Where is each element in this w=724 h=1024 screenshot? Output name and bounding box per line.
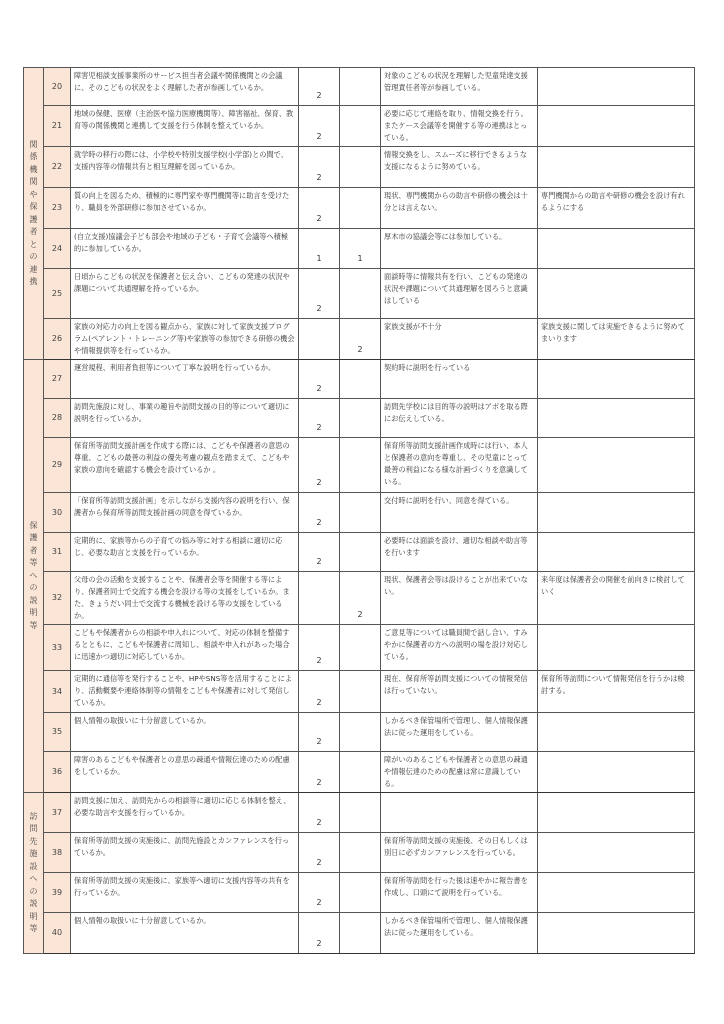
current-status-text: 必要に応じて連絡を取り、情報交換を行う。またケース会議等を開催する等の連携はとっている。 [381, 106, 538, 147]
yes-count: 2 [299, 147, 340, 188]
current-status-text: 対象のこどもの状況を理解した児童発達支援管理責任者等が参画している。 [381, 68, 538, 106]
table-row [24, 360, 695, 399]
question-text: 父母の会の活動を支援することや、保護者会等を開催する等により、保護者同士で交流する機会を設ける等の支援をしているか。また、きょうだい同士で交流する機械を設ける等の支援をしているか。 [71, 572, 299, 625]
item-number: 20 [44, 68, 71, 106]
section-category-label [24, 360, 44, 793]
question-text: 保育所等訪問支援の実施後に、家族等へ適切に支援内容等の共有を行っているか。 [71, 873, 299, 913]
improvement-text [538, 873, 695, 913]
yes-count: 2 [299, 671, 340, 713]
yes-count: 2 [299, 188, 340, 229]
question-text: 定期的に、家族等からの子育ての悩み等に対する相談に適切に応じ、必要な助言と支援を行っているか。 [71, 533, 299, 572]
no-count [340, 713, 381, 752]
current-status-text: 現状、専門機関からの助言や研修の機会は十分とは言えない。 [381, 188, 538, 229]
no-count [340, 913, 381, 954]
current-status-text: 保育所等訪問支援計画作成時には行い、本人と保護者の意向を尊重し、その児童にとって最善の利益になる様な計画づくりを意識している。 [381, 438, 538, 493]
no-count [340, 399, 381, 438]
no-count [340, 68, 381, 106]
improvement-text [538, 399, 695, 438]
yes-count: 2 [299, 752, 340, 793]
question-text: (自立支援)協議会子ども部会や地域の子ども・子育て会議等へ積極的に参加しているか。 [71, 229, 299, 269]
yes-count: 2 [299, 360, 340, 399]
improvement-text [538, 793, 695, 833]
no-count [340, 188, 381, 229]
item-number: 32 [44, 572, 71, 625]
improvement-text: 専門機関からの助言や研修の機会を設け有れるようにする [538, 188, 695, 229]
item-number: 23 [44, 188, 71, 229]
item-number: 36 [44, 752, 71, 793]
yes-count: 2 [299, 106, 340, 147]
no-count: 2 [340, 319, 381, 360]
yes-count: 2 [299, 533, 340, 572]
question-text: こどもや保護者からの相談や申入れについて、対応の体制を整備するとともに、こどもや保護者に周知し、相談や申入れがあった場合に迅速かつ適切に対応しているか。 [71, 625, 299, 671]
section-category-text: 関係機関や保護者との連携 [29, 139, 38, 286]
current-status-text: 情報交換をし、スムーズに移行できるような支援になるように努めている。 [381, 147, 538, 188]
improvement-text [538, 147, 695, 188]
item-number: 38 [44, 833, 71, 873]
question-text: 就学時の移行の際には、小学校や特別支援学校(小学部)との間で、支援内容等の情報共有と相互理解を図っているか。 [71, 147, 299, 188]
yes-count: 2 [299, 873, 340, 913]
no-count: 1 [340, 229, 381, 269]
table-row [24, 188, 695, 229]
yes-count: 2 [299, 399, 340, 438]
improvement-text [538, 833, 695, 873]
current-status-text: 交付時に説明を行い、同意を得ている。 [381, 493, 538, 533]
no-count [340, 752, 381, 793]
current-status-text: 現在、保育所等訪問支援についての情報発信は行っていない。 [381, 671, 538, 713]
question-text: 質の向上を図るため、積極的に専門家や専門機関等に助言を受けたり、職員を外部研修に参加させているか。 [71, 188, 299, 229]
no-count [340, 493, 381, 533]
no-count [340, 106, 381, 147]
no-count [340, 533, 381, 572]
table-row [24, 793, 695, 833]
section-category-text: 保護者等への説明等 [29, 520, 38, 630]
yes-count: 2 [299, 68, 340, 106]
item-number: 31 [44, 533, 71, 572]
improvement-text [538, 438, 695, 493]
current-status-text: 厚木市の協議会等には参加している。 [381, 229, 538, 269]
current-status-text: 面談時等に情報共有を行い、こどもの発達の状況や課題について共通理解を図ろうと意識はしている [381, 269, 538, 319]
question-text: 地域の保健、医療（主治医や協力医療機関等）、障害福祉、保育、教育等の関係機関と連携して支援を行う体制を整えているか。 [71, 106, 299, 147]
item-number: 37 [44, 793, 71, 833]
current-status-text: ご意見等については職員間で話し合い、すみやかに保護者の方への説明の場を設け対応している。 [381, 625, 538, 671]
improvement-text [538, 68, 695, 106]
improvement-text: 来年度は保護者会の開催を前向きに検討していく [538, 572, 695, 625]
table-row [24, 68, 695, 106]
table-row [24, 671, 695, 713]
question-text: 日頃からこどもの状況を保護者と伝え合い、こどもの発達の状況や課題について共通理解を持っているか。 [71, 269, 299, 319]
item-number: 33 [44, 625, 71, 671]
table-row [24, 873, 695, 913]
table-row [24, 625, 695, 671]
improvement-text [538, 625, 695, 671]
question-text: 「保育所等訪問支援計画」を示しながら支援内容の説明を行い、保護者から保育所等訪問支援計画の同意を得ているか。 [71, 493, 299, 533]
current-status-text: しかるべき保管場所で管理し、個人情報保護法に従った運用をしている。 [381, 913, 538, 954]
table-row [24, 493, 695, 533]
table-row [24, 319, 695, 360]
current-status-text: 現状、保護者会等は設けることが出来ていない。 [381, 572, 538, 625]
current-status-text: 家族支援が不十分 [381, 319, 538, 360]
improvement-text [538, 752, 695, 793]
evaluation-sheet [23, 67, 695, 954]
improvement-text: 家族支援に関しては実施できるように努めてまいります [538, 319, 695, 360]
yes-count [299, 319, 340, 360]
table-row [24, 833, 695, 873]
item-number: 24 [44, 229, 71, 269]
question-text: 定期的に通信等を発行することや、HPやSNS等を活用することにより、活動概要や連絡体制等の情報をこどもや保護者に対して発信しているか。 [71, 671, 299, 713]
question-text: 訪問支援に加え、訪問先からの相談等に適切に応じる体制を整え、必要な助言や支援を行っているか。 [71, 793, 299, 833]
table-row [24, 399, 695, 438]
section-category-text: 訪問先施設への説明等 [29, 811, 38, 933]
current-status-text: 必要時には面談を設け、適切な相談や助言等を行います [381, 533, 538, 572]
question-text: 運営規程、利用者負担等について丁寧な説明を行っているか。 [71, 360, 299, 399]
question-text: 訪問先施設に対し、事業の趣旨や訪問支援の目的等について適切に説明を行っているか。 [71, 399, 299, 438]
section-category-label [24, 793, 44, 954]
self-evaluation-table [23, 67, 695, 954]
improvement-text [538, 269, 695, 319]
no-count [340, 438, 381, 493]
item-number: 21 [44, 106, 71, 147]
yes-count: 2 [299, 625, 340, 671]
question-text: 個人情報の取扱いに十分留意しているか。 [71, 913, 299, 954]
improvement-text [538, 713, 695, 752]
item-number: 40 [44, 913, 71, 954]
table-row [24, 147, 695, 188]
current-status-text: 契約時に説明を行っている [381, 360, 538, 399]
item-number: 34 [44, 671, 71, 713]
no-count [340, 671, 381, 713]
yes-count: 2 [299, 713, 340, 752]
improvement-text [538, 913, 695, 954]
current-status-text: 保育所等訪問を行った後は速やかに報告書を作成し、口頭にて説明を行っている。 [381, 873, 538, 913]
item-number: 35 [44, 713, 71, 752]
table-row [24, 752, 695, 793]
question-text: 保育所等訪問支援の実施後に、訪問先施設とカンファレンスを行っているか。 [71, 833, 299, 873]
item-number: 25 [44, 269, 71, 319]
table-row [24, 106, 695, 147]
item-number: 28 [44, 399, 71, 438]
table-row [24, 269, 695, 319]
yes-count: 2 [299, 269, 340, 319]
question-text: 個人情報の取扱いに十分留意しているか。 [71, 713, 299, 752]
table-row [24, 229, 695, 269]
item-number: 29 [44, 438, 71, 493]
question-text: 障害児相談支援事業所のサービス担当者会議や関係機関との会議に、そのこどもの状況をよく理解した者が参画しているか。 [71, 68, 299, 106]
table-row [24, 572, 695, 625]
question-text: 保育所等訪問支援計画を作成する際には、こどもや保護者の意思の尊重、こどもの最善の利益の優先考慮の観点を踏まえて、こどもや家族の意向を確認する機会を設けているか 。 [71, 438, 299, 493]
question-text: 家族の対応力の向上を図る観点から、家族に対して家族支援プログラム(ペアレント・トレーニング等)や家族等の参加できる研修の機会や情報提供等を行っているか。 [71, 319, 299, 360]
improvement-text [538, 360, 695, 399]
yes-count: 2 [299, 793, 340, 833]
yes-count: 2 [299, 913, 340, 954]
current-status-text: 障がいのあるこどもや保護者との意思の疎通や情報伝達のための配慮は常に意識している。 [381, 752, 538, 793]
section-category-label [24, 68, 44, 360]
question-text: 障害のあるこどもや保護者との意思の疎通や情報伝達のための配慮をしているか。 [71, 752, 299, 793]
yes-count: 1 [299, 229, 340, 269]
no-count: 2 [340, 572, 381, 625]
no-count [340, 873, 381, 913]
no-count [340, 269, 381, 319]
yes-count: 2 [299, 438, 340, 493]
item-number: 39 [44, 873, 71, 913]
no-count [340, 833, 381, 873]
yes-count: 2 [299, 493, 340, 533]
item-number: 26 [44, 319, 71, 360]
item-number: 30 [44, 493, 71, 533]
item-number: 27 [44, 360, 71, 399]
table-row [24, 913, 695, 954]
no-count [340, 147, 381, 188]
improvement-text [538, 493, 695, 533]
improvement-text [538, 533, 695, 572]
improvement-text: 保育所等訪問について情報発信を行うかは検討する。 [538, 671, 695, 713]
yes-count [299, 572, 340, 625]
item-number: 22 [44, 147, 71, 188]
no-count [340, 360, 381, 399]
table-row [24, 438, 695, 493]
table-row [24, 713, 695, 752]
yes-count: 2 [299, 833, 340, 873]
current-status-text [381, 793, 538, 833]
improvement-text [538, 106, 695, 147]
table-row [24, 533, 695, 572]
no-count [340, 625, 381, 671]
current-status-text: 訪問先学校には目的等の説明はアポを取る際にお伝えしている。 [381, 399, 538, 438]
current-status-text: 保育所等訪問支援の実施後、その日もしくは別日に必ずカンファレンスを行っている。 [381, 833, 538, 873]
no-count [340, 793, 381, 833]
current-status-text: しかるべき保管場所で管理し、個人情報保護法に従った運用をしている。 [381, 713, 538, 752]
improvement-text [538, 229, 695, 269]
